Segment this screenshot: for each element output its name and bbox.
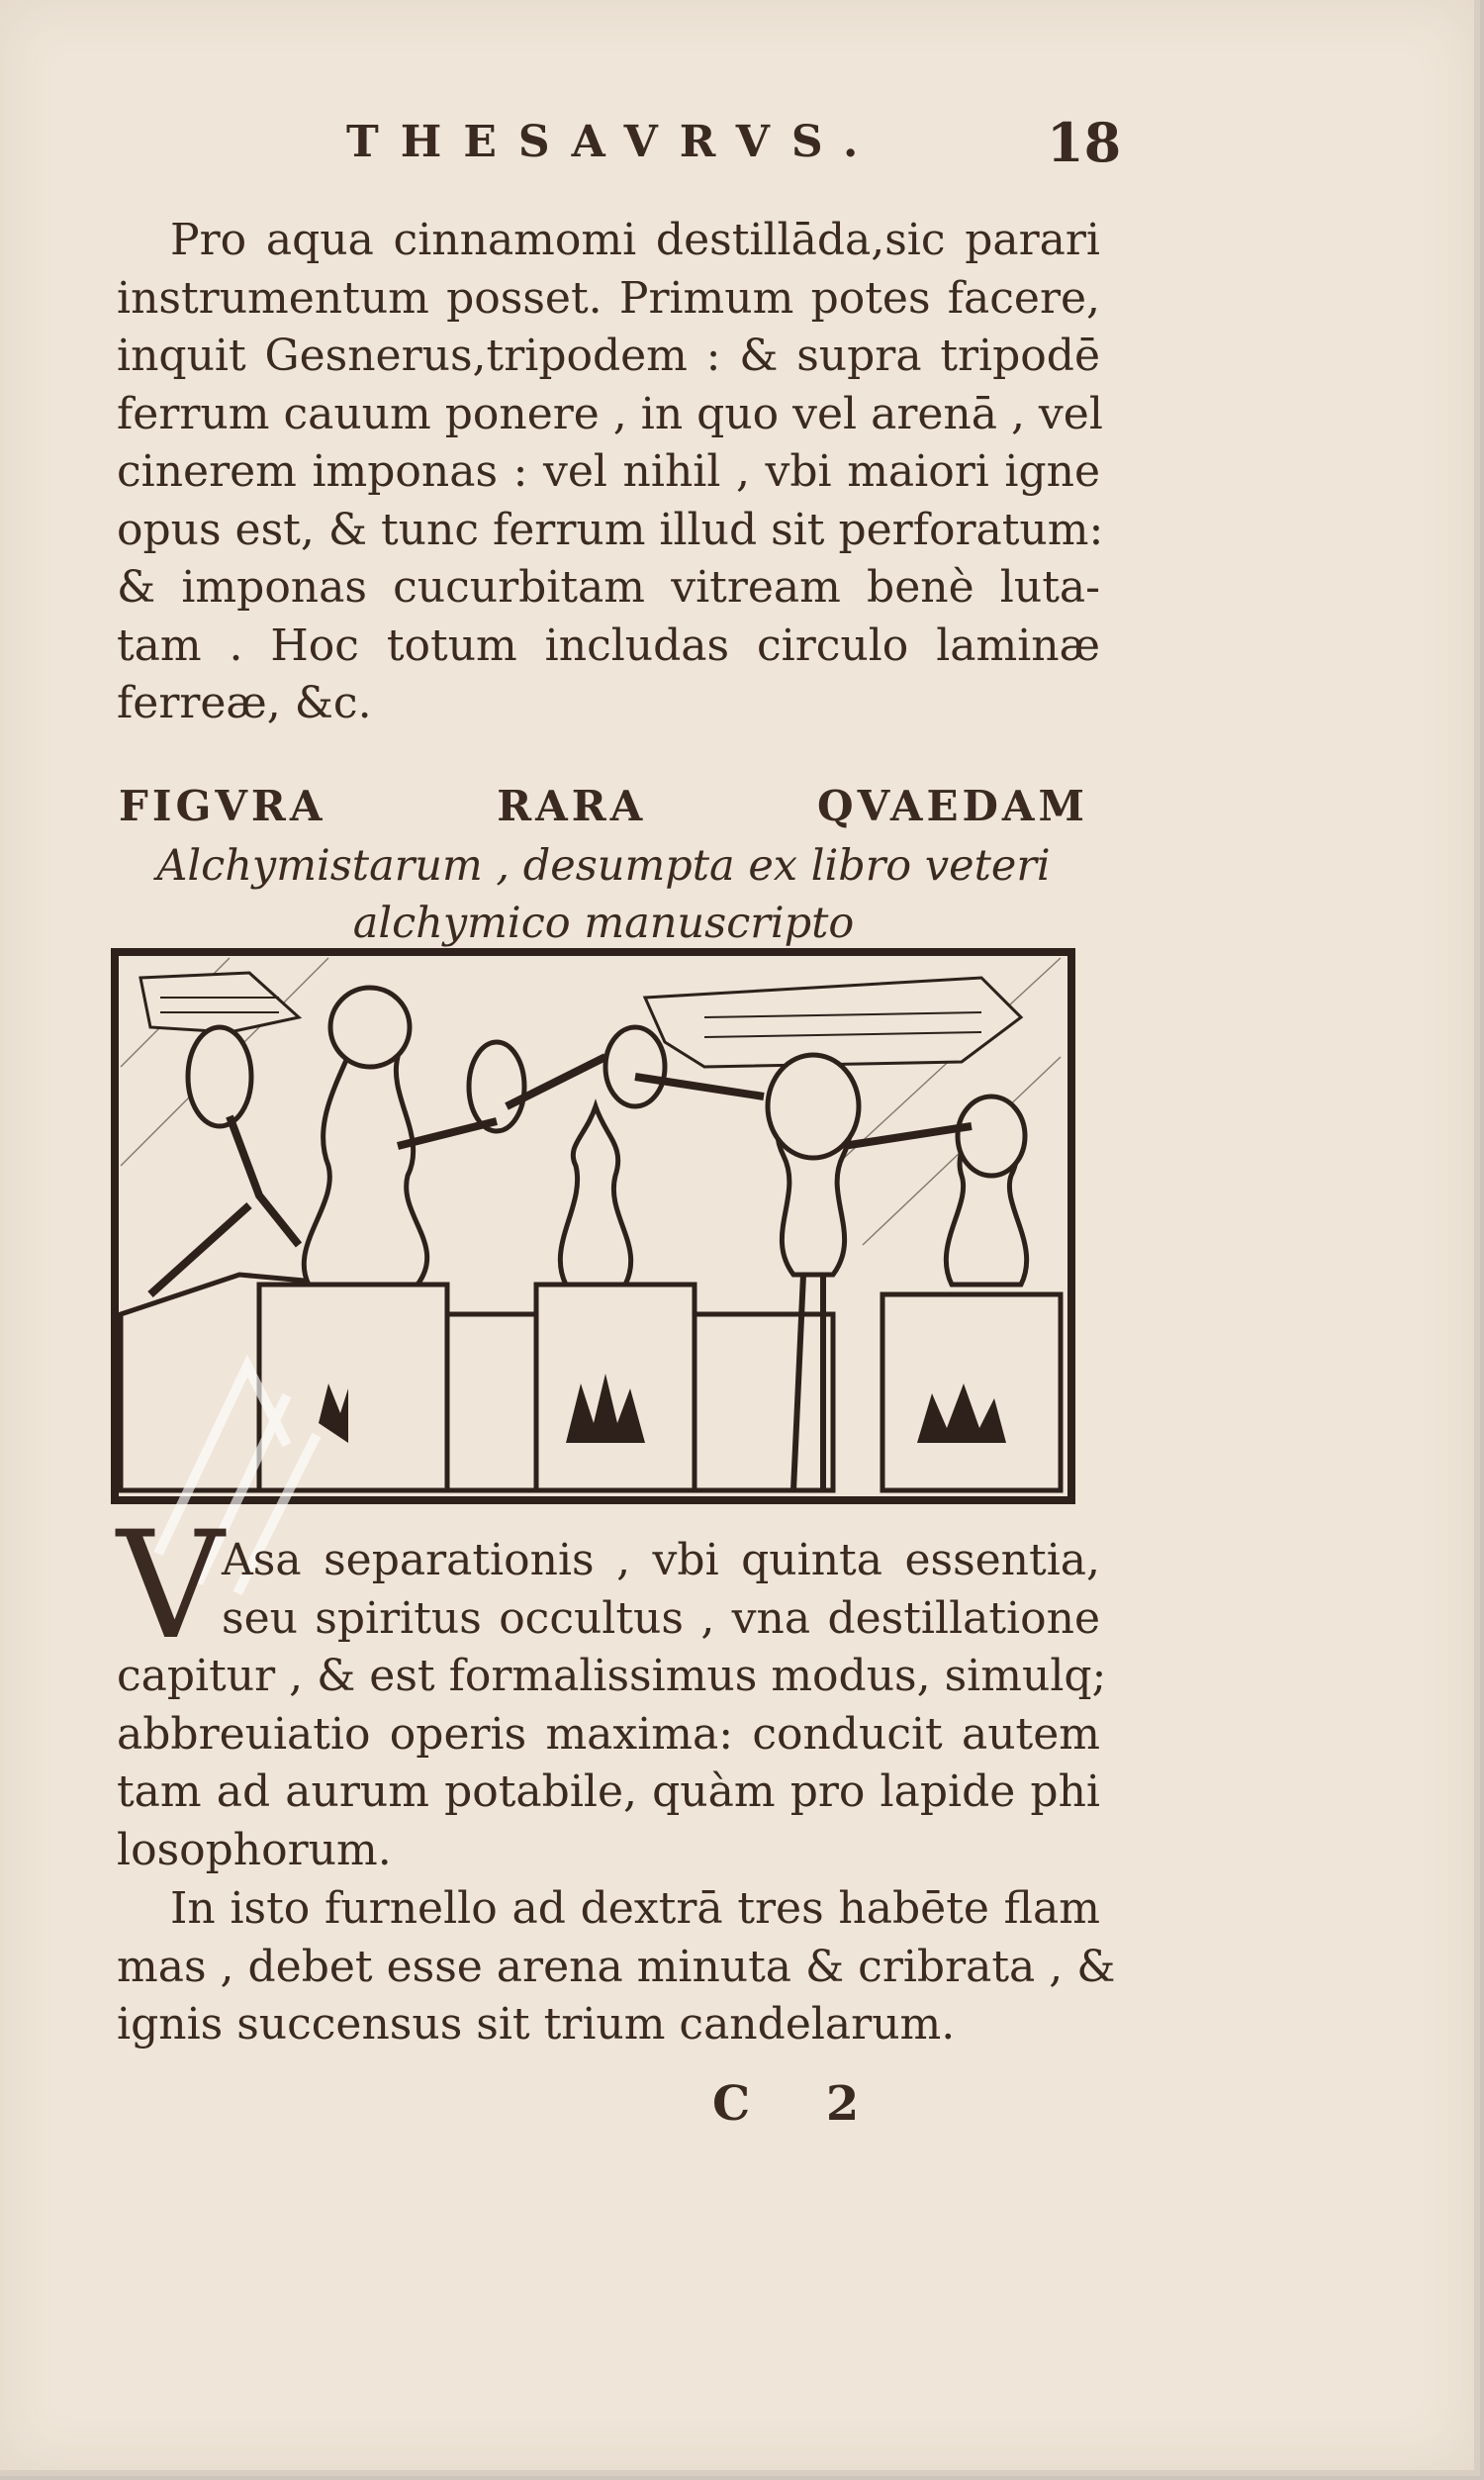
figure-caption-line: Alchymistarum , desumpta ex libro veteri	[156, 841, 1051, 891]
drop-cap: V	[117, 1500, 225, 1672]
text-line: losophorum.	[117, 1824, 392, 1875]
text-line: ignis succensus sit trium candelarum.	[117, 1999, 956, 2050]
signature-mark: C 2	[712, 2076, 889, 2132]
text-line: tam ad aurum potabile, quàm pro lapide phi	[117, 1766, 1100, 1817]
text-line: inquit Gesnerus,tripodem : & supra tripodē	[117, 331, 1100, 381]
paragraph-3	[117, 1880, 1116, 2054]
figure-caption-line: alchymico manuscripto	[352, 899, 855, 948]
paragraph-1	[117, 212, 1104, 733]
text-line: capitur , & est formalissimus modus, simulq;	[117, 1651, 1107, 1701]
figure-caption-title: FIGVRA RARA QVAEDAM	[119, 782, 1088, 830]
text-line: Asa separationis , vbi quinta essentia,	[222, 1535, 1100, 1585]
text-line: opus est, & tunc ferrum illud sit perforatum:	[117, 504, 1104, 555]
text-line: tam . Hoc totum includas circulo laminæ	[117, 620, 1100, 671]
text-line: mas , debet esse arena minuta & cribrata , &	[117, 1941, 1116, 1992]
text-line: Pro aqua cinnamomi destillāda,sic parari	[170, 215, 1100, 265]
running-title: THESAVRVS.	[346, 117, 881, 167]
text-line: & imponas cucurbitam vitream benè luta-	[117, 562, 1100, 613]
text-line: ferrum cauum ponere , in quo vel arenā , vel	[117, 388, 1103, 439]
text-line: cinerem imponas : vel nihil , vbi maiori igne	[117, 446, 1100, 497]
text-line: instrumentum posset. Primum potes facere,	[117, 272, 1100, 324]
text-line: abbreuiatio operis maxima: conducit autem	[117, 1708, 1100, 1760]
page-number: 18	[1047, 111, 1122, 174]
paragraph-2	[117, 1532, 1107, 1879]
text-line: ferreæ, &c.	[117, 678, 372, 728]
text-line: seu spiritus occultus , vna destillatione	[222, 1592, 1100, 1644]
text-line: In isto furnello ad dextrā tres habēte flam	[170, 1883, 1100, 1934]
